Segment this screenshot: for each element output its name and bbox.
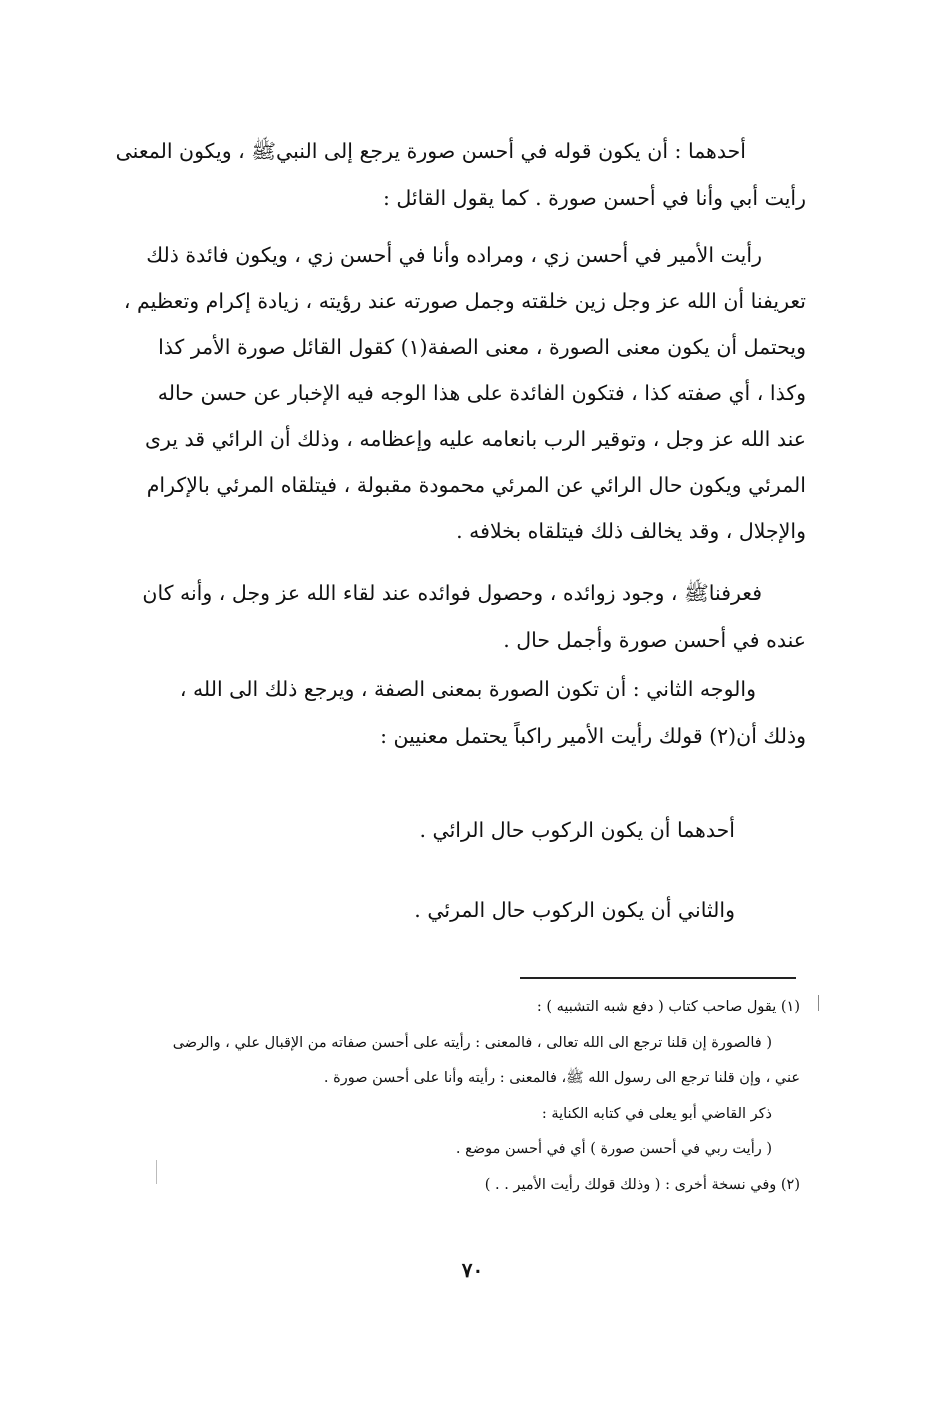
text-line: عنده في أحسن صورة وأجمل حال . [503, 628, 806, 652]
text-line: تعريفنا أن الله عز وجل زين خلقته وجمل صورته عند رؤيته ، زيادة إكرام وتعظيم ، [123, 289, 806, 313]
scan-mark [818, 995, 819, 1011]
footnotes [88, 990, 800, 1203]
footnote-line: (٢) وفي نسخة أخرى : ( وذلك قولك رأيت الأمير . . ) [484, 1176, 800, 1193]
meaning-one: أحدهما أن يكون الركوب حال الرائي . [419, 818, 735, 842]
paragraph-explanation [88, 232, 806, 554]
text-line: أحدهما : أن يكون قوله في أحسن صورة يرجع إلى النبيﷺ ، ويكون المعنى [115, 139, 746, 163]
footnote-line: عني ، وإن قلنا ترجع الى رسول الله ﷺ، فالمعنى : رأيته وأنا على أحسن صورة . [323, 1070, 800, 1086]
paragraph-first-meaning [88, 128, 806, 222]
paragraph-conclusion [88, 570, 806, 664]
text-line: عند الله عز وجل ، وتوقير الرب بانعامه عليه وإعظامه ، وذلك أن الرائي قد يرى [144, 427, 806, 451]
paragraph-second-meaning [88, 666, 806, 760]
text-line: المرئي ويكون حال الرائي عن المرئي محمودة مقبولة ، فيتلقاه المرئي بالإكرام [146, 473, 806, 497]
text-line: رأيت أبي وأنا في أحسن صورة . كما يقول القائل : [382, 186, 806, 210]
footnote-line: (١) يقول صاحب كتاب ( دفع شبه التشبيه ) : [536, 999, 800, 1015]
text-line: والوجه الثاني : أن تكون الصورة بمعنى الصفة ، ويرجع ذلك الى الله ، [179, 677, 756, 701]
text-line: ويحتمل أن يكون معنى الصورة ، معنى الصفة(١) كقول القائل صورة الأمر كذا [158, 335, 806, 359]
text-line: رأيت الأمير في أحسن زي ، ومراده وأنا في أحسن زي ، ويكون فائدة ذلك [146, 243, 762, 267]
text-line: والإجلال ، وقد يخالف ذلك فيتلقاه بخلافه . [456, 519, 806, 543]
footnote-line: ( فالصورة إن قلنا ترجع الى الله تعالى ، فالمعنى : رأيته على أحسن صفاته من الإقبال علي ، والرضى [172, 1034, 772, 1051]
footnote-line: ذكر القاضي أبو يعلى في كتابه الكناية : [541, 1105, 772, 1122]
text-line: وكذا ، أي صفته كذا ، فتكون الفائدة على هذا الوجه فيه الإخبار عن حسن حاله [157, 381, 806, 405]
text-line: فعرفناﷺ ، وجود زوائده ، وحصول فوائده عند لقاء الله عز وجل ، وأنه كان [142, 581, 762, 605]
text-line: وذلك أن(٢) قولك رأيت الأمير راكباً يحتمل معنيين : [380, 724, 806, 748]
footnote-separator [520, 977, 796, 979]
page-number: ٧٠ [461, 1258, 484, 1282]
scan-mark [156, 1160, 157, 1184]
footnote-line: ( رأيت ربي في أحسن صورة ) أي في أحسن موضع . [455, 1141, 772, 1157]
meaning-two: والثاني أن يكون الركوب حال المرئي . [414, 898, 735, 922]
